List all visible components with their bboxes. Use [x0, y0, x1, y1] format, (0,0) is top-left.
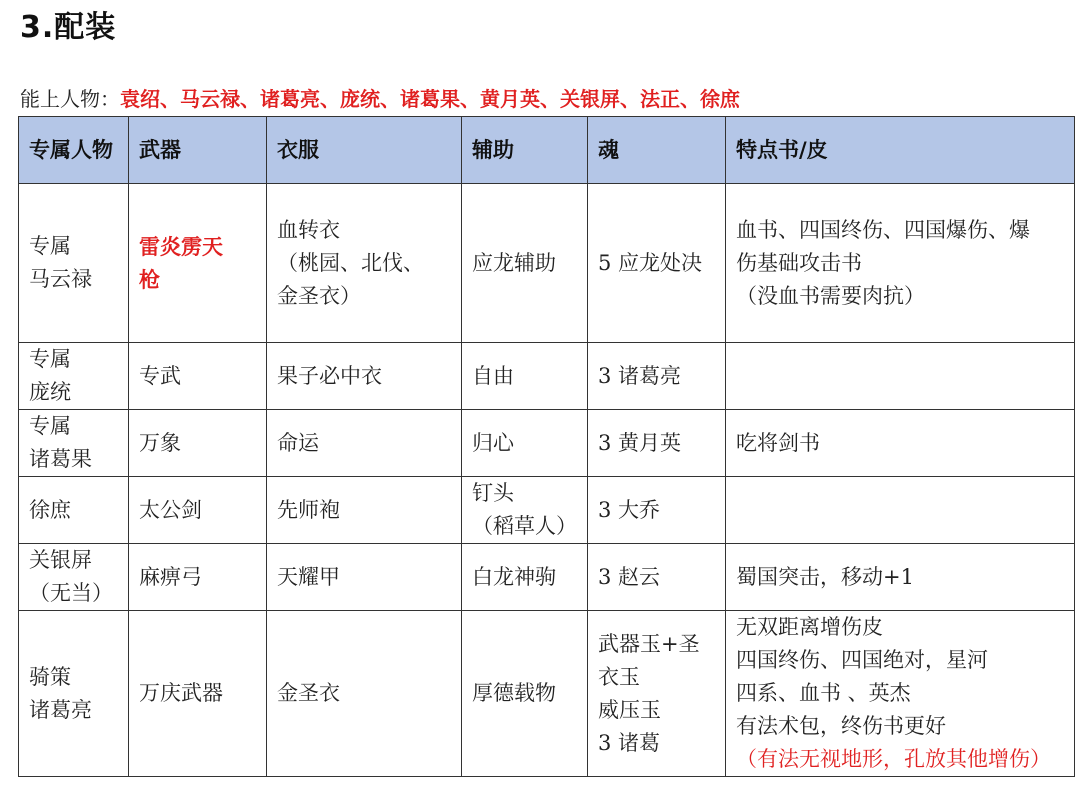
hero-line: 庞统	[29, 380, 71, 404]
hero-line: 诸葛果	[29, 447, 92, 471]
table-header-row	[19, 117, 1075, 184]
header-hero: 专属人物	[19, 117, 129, 184]
table-row	[19, 544, 1075, 611]
support-cell: 厚德载物	[462, 611, 588, 777]
traits-cell	[726, 184, 1075, 343]
traits-cell: 吃将剑书	[726, 410, 1075, 477]
loadout-table	[18, 116, 1075, 777]
support-line: 应龙辅助	[472, 250, 556, 275]
hero-cell	[19, 611, 129, 777]
header-traits: 特点书/皮	[726, 117, 1075, 184]
header-support: 辅助	[462, 117, 588, 184]
weapon-cell: 专武	[129, 343, 267, 410]
hero-cell	[19, 184, 129, 343]
weapon-cell	[129, 184, 267, 343]
support-cell: 归心	[462, 410, 588, 477]
clothes-cell: 先师袍	[267, 477, 462, 544]
soul-cell: 3 黄月英	[588, 410, 726, 477]
hero-line: 诸葛亮	[29, 697, 92, 722]
hero-cell	[19, 410, 129, 477]
traits-line: 伤基础攻击书	[736, 250, 862, 275]
clothes-cell	[267, 184, 462, 343]
clothes-line: （桃园、北伐、	[277, 250, 424, 275]
soul-cell	[588, 611, 726, 777]
hero-line: 专属	[29, 414, 71, 438]
soul-line: 威压玉	[598, 697, 661, 722]
soul-line: 5 应龙处决	[598, 250, 703, 275]
eligible-heroes-line	[20, 86, 740, 112]
traits-line: 有法术包，终伤书更好	[736, 714, 946, 738]
traits-cell	[726, 343, 1075, 410]
traits-line: 四国终伤、四国绝对，星河	[736, 648, 988, 672]
section-title: 3.配装	[20, 10, 117, 45]
hero-cell: 徐庶	[19, 477, 129, 544]
support-cell	[462, 184, 588, 343]
hero-cell	[19, 343, 129, 410]
hero-line: 骑策	[29, 664, 71, 689]
clothes-line: 血转衣	[277, 217, 340, 242]
traits-line: 四系、血书 、英杰	[736, 681, 911, 705]
traits-cell	[726, 477, 1075, 544]
traits-cell: 蜀国突击，移动+1	[726, 544, 1075, 611]
support-cell: 自由	[462, 343, 588, 410]
soul-cell	[588, 184, 726, 343]
hero-line: 关银屏	[29, 548, 92, 572]
header-weapon: 武器	[129, 117, 267, 184]
table-row	[19, 184, 1075, 343]
weapon-name-highlight: 雷炎雳天枪	[139, 234, 223, 292]
table-row	[19, 477, 1075, 544]
traits-line: （没血书需要肉抗）	[736, 283, 925, 308]
table-row	[19, 343, 1075, 410]
hero-line: 专属	[29, 347, 71, 371]
clothes-cell: 果子必中衣	[267, 343, 462, 410]
traits-line: 血书、四国终伤、四国爆伤、爆	[736, 217, 1030, 242]
table-row	[19, 410, 1075, 477]
soul-line: 3 诸葛	[598, 730, 661, 755]
clothes-cell: 金圣衣	[267, 611, 462, 777]
header-clothes: 衣服	[267, 117, 462, 184]
table-row	[19, 611, 1075, 777]
support-cell	[462, 477, 588, 544]
traits-line: 无双距离增伤皮	[736, 615, 883, 639]
traits-cell	[726, 611, 1075, 777]
header-soul: 魂	[588, 117, 726, 184]
hero-line: （无当）	[29, 581, 113, 605]
support-cell: 白龙神驹	[462, 544, 588, 611]
eligible-label: 能上人物：	[20, 87, 120, 111]
soul-line: 衣玉	[598, 664, 640, 689]
support-line: 钉头	[472, 481, 514, 505]
traits-note-red: （有法无视地形，孔放其他增伤）	[736, 747, 1051, 771]
weapon-cell: 万庆武器	[129, 611, 267, 777]
weapon-cell: 太公剑	[129, 477, 267, 544]
clothes-cell: 命运	[267, 410, 462, 477]
eligible-names: 袁绍、马云禄、诸葛亮、庞统、诸葛果、黄月英、关银屏、法正、徐庶	[120, 87, 740, 111]
hero-line: 马云禄	[29, 267, 92, 291]
hero-line: 专属	[29, 234, 71, 258]
clothes-cell: 天耀甲	[267, 544, 462, 611]
support-line: （稻草人）	[472, 514, 577, 538]
soul-cell: 3 赵云	[588, 544, 726, 611]
soul-cell: 3 诸葛亮	[588, 343, 726, 410]
weapon-cell: 万象	[129, 410, 267, 477]
clothes-line: 金圣衣）	[277, 283, 361, 308]
weapon-cell: 麻痹弓	[129, 544, 267, 611]
soul-cell: 3 大乔	[588, 477, 726, 544]
hero-cell	[19, 544, 129, 611]
soul-line: 武器玉+圣	[598, 631, 700, 656]
